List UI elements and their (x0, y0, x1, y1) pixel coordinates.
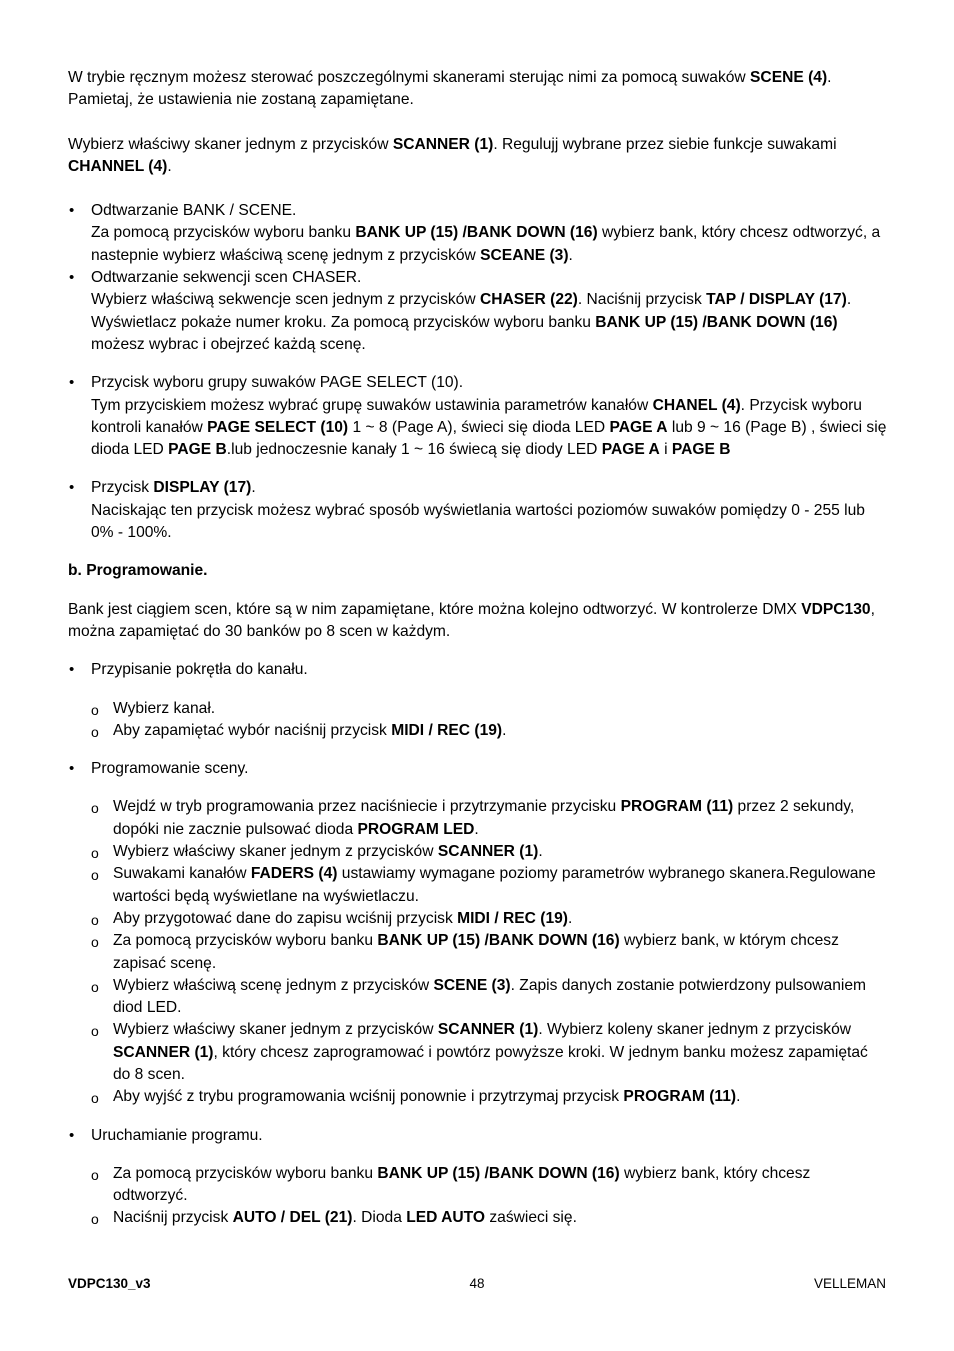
list-item: o Suwakami kanałów FADERS (4) ustawiamy wymagane poziomy parametrów wybranego skanera.Regulowane wartości będą wyświetlane na wyświetlaczu. (91, 863, 888, 908)
list-item: o Aby zapamiętać wybór naciśnij przycisk MIDI / REC (19). (91, 720, 888, 742)
assign-list (68, 659, 888, 681)
list-item: o Za pomocą przycisków wyboru banku BANK UP (15) /BANK DOWN (16) wybierz bank, w którym chcesz zapisać scenę. (91, 930, 888, 975)
list-item: • Przycisk DISPLAY (17). Naciskając ten przycisk możesz wybrać sposób wyświetlania wartości poziomów suwaków pomiędzy 0 - 255 lub 0% - 100%. (68, 477, 888, 544)
list-item: • Przycisk wyboru grupy suwaków PAGE SELECT (10). Tym przyciskiem możesz wybrać grupę suwaków ustawinia parametrów kanałów CHANEL (4). Przycisk wyboru kontroli kanałów PAGE SELECT (10) 1 ~ 8 (Page A), świeci się dioda LED PAGE A lub 9 ~ 16 (Page B) , świeci się dioda LED PAGE B.lub jednoczesnie kanały 1 ~ 16 świecą się diody LED PAGE A i PAGE B (68, 372, 888, 461)
list-item: o Wybierz właściwą scenę jednym z przycisków SCENE (3). Zapis danych zostanie potwierdzony pulsowaniem diod LED. (91, 975, 888, 1020)
list-item: • Uruchamianie programu. (68, 1125, 888, 1147)
page-select-list (68, 372, 888, 461)
program-steps (91, 796, 888, 1108)
bank-paragraph: Bank jest ciągiem scen, które są w nim zapamiętane, które można kolejno odtworzyć. W kontrolerze DMX VDPC130, można zapamiętać do 30 banków po 8 scen w każdym. (68, 600, 875, 640)
list-item: o Wybierz właściwy skaner jednym z przycisków SCANNER (1). Wybierz koleny skaner jednym z przycisków SCANNER (1), który chcesz zaprogramować i powtórz powyższe kroki. W jednym banku możesz zapamiętać do 8 scen. (91, 1019, 888, 1086)
list-item: o Aby przygotować dane do zapisu wciśnij przycisk MIDI / REC (19). (91, 908, 888, 930)
list-item: • Przypisanie pokrętła do kanału. (68, 659, 888, 681)
footer-page-number: 48 (469, 1276, 485, 1291)
list-item: • Odtwarzanie sekwencji scen CHASER. Wybierz właściwą sekwencje scen jednym z przycisków CHASER (22). Naciśnij przycisk TAP / DISPLAY (17). Wyświetlacz pokaże numer kroku. Za pomocą przycisków wyboru banku BANK UP (15) /BANK DOWN (16) możesz wybrac i obejrzeć każdą scenę. (68, 267, 888, 356)
list-item: o Aby wyjść z trybu programowania wciśnij ponownie i przytrzymaj przycisk PROGRAM (11). (91, 1086, 888, 1108)
list-item: o Naciśnij przycisk AUTO / DEL (21). Dioda LED AUTO zaświeci się. (91, 1207, 888, 1229)
page-footer (68, 1274, 886, 1294)
program-list (68, 758, 888, 780)
list-item: o Za pomocą przycisków wyboru banku BANK UP (15) /BANK DOWN (16) wybierz bank, który chcesz odtworzyć. (91, 1163, 888, 1208)
intro-paragraph-1: W trybie ręcznym możesz sterować poszczególnymi skanerami sterując nimi za pomocą suwaków SCENE (4). Pamietaj, że ustawienia nie zostaną zapamiętane. (68, 69, 832, 109)
run-list (68, 1125, 888, 1147)
intro-paragraph-2: Wybierz właściwy skaner jednym z przycisków SCANNER (1). Regulujj wybrane przez siebie funkcje suwakami CHANNEL (4). (68, 135, 837, 175)
list-item: o Wybierz kanał. (91, 698, 888, 720)
list-item: o Wybierz właściwy skaner jednym z przycisków SCANNER (1). (91, 841, 888, 863)
list-item: • Odtwarzanie BANK / SCENE. Za pomocą przycisków wyboru banku BANK UP (15) /BANK DOWN (16) wybierz bank, który chcesz odtworzyć, a nastepnie wybierz właściwą scenę jednym z przycisków SCEANE (3). (68, 200, 888, 267)
list-item: • Programowanie sceny. (68, 758, 888, 780)
list-item: o Wejdź w tryb programowania przez naciśniecie i przytrzymanie przycisku PROGRAM (11) przez 2 sekundy, dopóki nie zacznie pulsować dioda PROGRAM LED. (91, 796, 888, 841)
playback-list (68, 200, 888, 356)
run-steps (91, 1163, 888, 1230)
document-page (68, 67, 888, 1230)
footer-brand: VELLEMAN (813, 1276, 886, 1291)
section-heading: b. Programowanie. (68, 562, 208, 580)
assign-steps (91, 698, 888, 743)
display-list (68, 477, 888, 544)
footer-doc-id: VDPC130_v3 (68, 1276, 151, 1291)
